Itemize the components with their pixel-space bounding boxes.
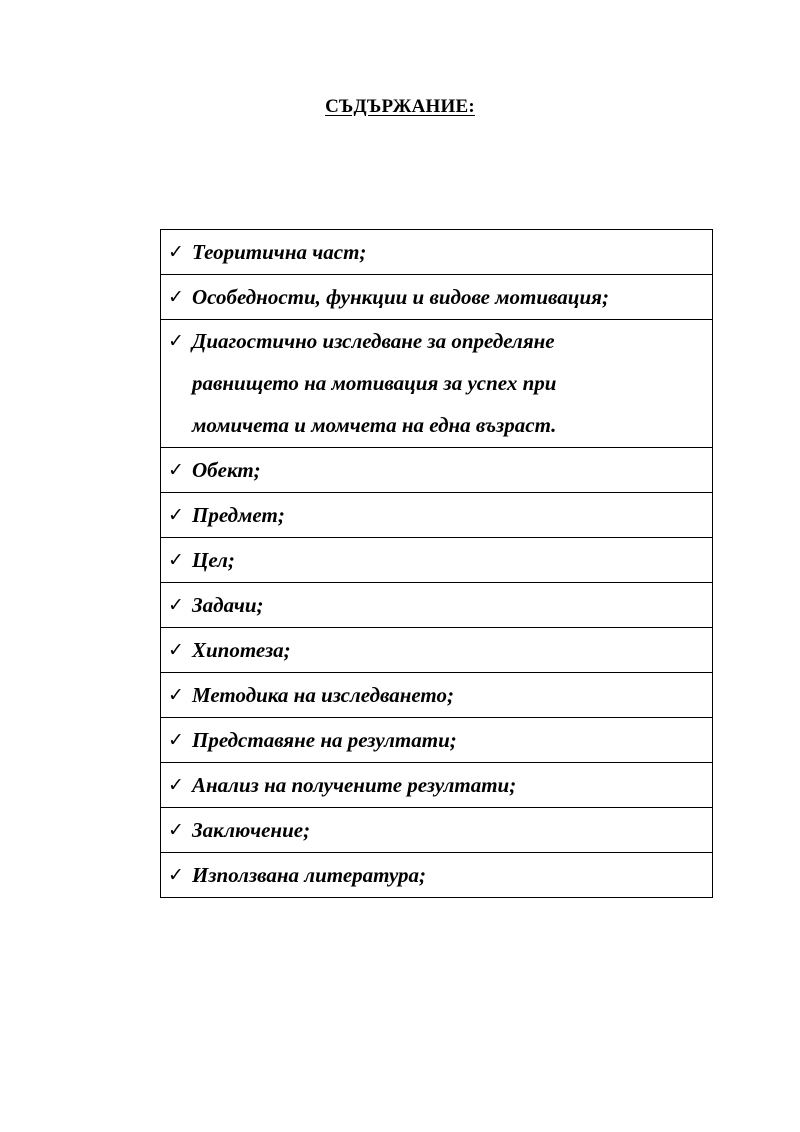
toc-entry [168, 854, 712, 896]
toc-cell [161, 230, 713, 275]
toc-row [161, 493, 713, 538]
toc-entry [168, 809, 712, 851]
toc-entry-label: Анализ на получените резултати; [192, 773, 517, 797]
checkmark-icon: ✓ [168, 864, 184, 886]
toc-cell [161, 493, 713, 538]
toc-row [161, 718, 713, 763]
checkmark-icon: ✓ [168, 639, 184, 661]
checkmark-icon: ✓ [168, 241, 184, 263]
toc-entry-label: Задачи; [192, 593, 264, 617]
toc-cell [161, 808, 713, 853]
toc-row [161, 320, 713, 448]
toc-entry [168, 674, 712, 716]
toc-cell [161, 583, 713, 628]
toc-cell [161, 320, 713, 448]
checkmark-icon: ✓ [168, 594, 184, 616]
toc-entry-label: Предмет; [192, 503, 285, 527]
toc-row [161, 763, 713, 808]
toc-entry [168, 539, 712, 581]
toc-entry [168, 719, 712, 761]
toc-entry [168, 764, 712, 806]
toc-entry-label: Обект; [192, 458, 261, 482]
toc-entry [168, 320, 712, 446]
toc-entry-label: Използвана литература; [192, 863, 426, 887]
toc-cell [161, 275, 713, 320]
checkmark-icon: ✓ [168, 774, 184, 796]
toc-cell [161, 628, 713, 673]
toc-entry [168, 629, 712, 671]
checkmark-icon: ✓ [168, 819, 184, 841]
toc-row [161, 583, 713, 628]
toc-entry-label: Методика на изследването; [192, 683, 454, 707]
checkmark-icon: ✓ [168, 729, 184, 751]
toc-entry-label: Теоритична част; [192, 240, 367, 264]
toc-row [161, 808, 713, 853]
toc-row [161, 628, 713, 673]
toc-entry-label: Особедности, функции и видове мотивация; [192, 285, 609, 309]
toc-cell [161, 673, 713, 718]
checkmark-icon: ✓ [168, 549, 184, 571]
toc-entry [168, 231, 712, 273]
toc-entry [168, 449, 712, 491]
toc-row [161, 538, 713, 583]
toc-entry-label: Представяне на резултати; [192, 728, 457, 752]
table-of-contents [160, 229, 713, 898]
toc-cell [161, 448, 713, 493]
toc-entry [168, 584, 712, 626]
checkmark-icon: ✓ [168, 504, 184, 526]
toc-cell [161, 763, 713, 808]
toc-entry [168, 494, 712, 536]
toc-cell [161, 538, 713, 583]
toc-row [161, 673, 713, 718]
toc-entry [168, 276, 712, 318]
toc-cell [161, 853, 713, 898]
checkmark-icon: ✓ [168, 330, 184, 352]
toc-row [161, 448, 713, 493]
checkmark-icon: ✓ [168, 286, 184, 308]
toc-entry-label: Хипотеза; [192, 638, 291, 662]
toc-entry-label: Цел; [192, 548, 235, 572]
checkmark-icon: ✓ [168, 684, 184, 706]
toc-entry-label: Диагостично изследване за определяне равнището на мотивация за успех при момичета и момчета на една възраст. [192, 329, 557, 437]
toc-cell [161, 718, 713, 763]
toc-entry-label: Заключение; [192, 818, 311, 842]
toc-row [161, 230, 713, 275]
page-title: СЪДЪРЖАНИЕ: [325, 96, 475, 117]
checkmark-icon: ✓ [168, 459, 184, 481]
toc-row [161, 275, 713, 320]
toc-row [161, 853, 713, 898]
